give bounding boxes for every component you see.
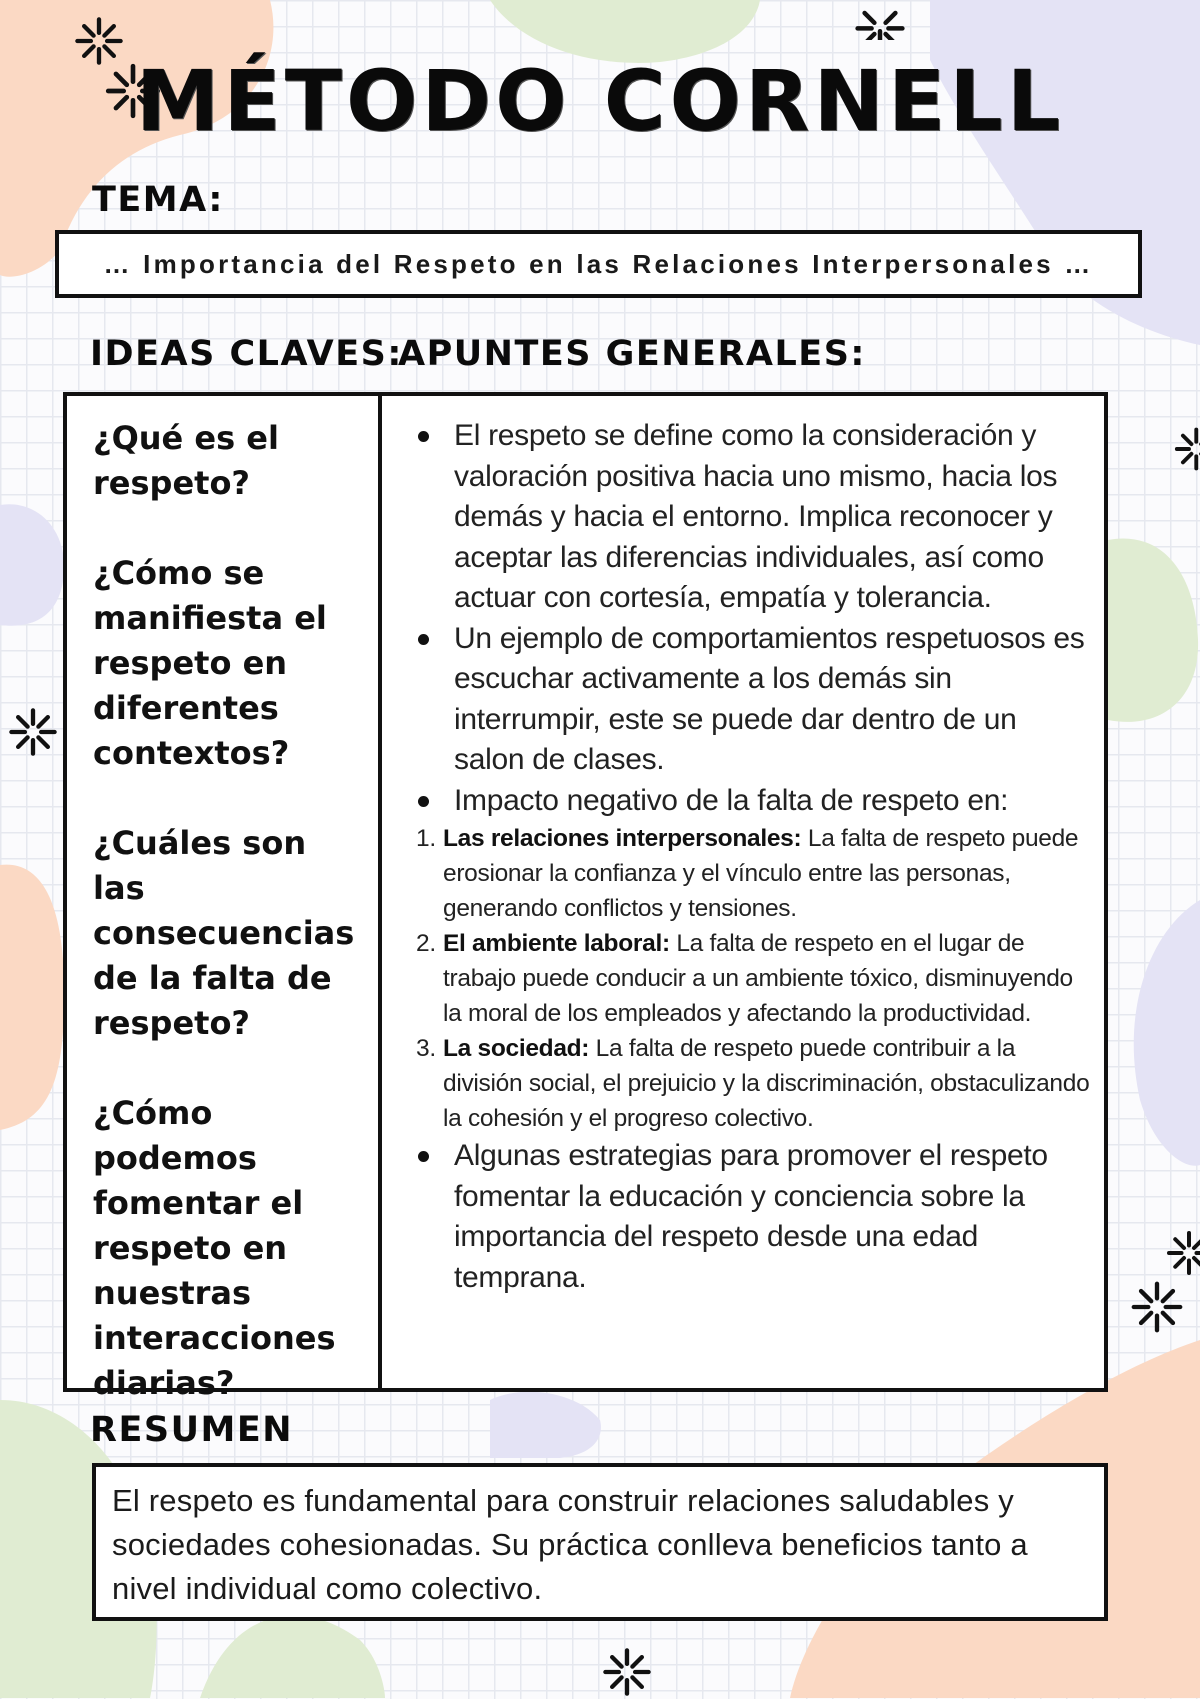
note-text: Impacto negativo de la falta de respeto en: xyxy=(454,783,1009,817)
key-question: ¿Cómo se manifiesta el respeto en diferentes contextos? xyxy=(93,554,327,772)
bullet-icon xyxy=(418,796,429,807)
bullet-icon xyxy=(418,431,429,442)
key-question: ¿Cómo podemos fomentar el respeto en nuestras interacciones diarias? xyxy=(93,1094,336,1402)
topic-box xyxy=(55,230,1142,298)
lavender-blob-bottom-center xyxy=(490,1392,601,1458)
impact-lead: La sociedad: xyxy=(443,1035,590,1062)
page-title: MÉTODO CORNELL xyxy=(135,52,1065,150)
key-question: ¿Cuáles son las consecuencias de la falta de respeto? xyxy=(93,824,355,1042)
cues-column xyxy=(93,416,363,1406)
impact-number: 2. xyxy=(416,930,436,957)
sparkle-icon xyxy=(600,1645,654,1699)
impact-lead: Las relaciones interpersonales: xyxy=(443,825,802,852)
green-blob-right xyxy=(1108,538,1198,721)
green-blob-bottom-center xyxy=(200,1615,385,1698)
sparkle-icon xyxy=(1172,422,1200,476)
impact-number: 1. xyxy=(416,825,436,852)
note-text: Un ejemplo de comportamientos respetuosos es escuchar activamente a los demás sin interrumpir, este se puede dar dentro de un salon de clases. xyxy=(454,621,1085,776)
bullet-icon xyxy=(418,634,429,645)
impact-text: La falta de respeto puede contribuir a la división social, el prejuicio y la discriminación, obstaculizando la cohesión y el progreso colectivo. xyxy=(443,1035,1090,1132)
lavender-blob-right xyxy=(1134,900,1200,1166)
note-bullet xyxy=(410,781,1090,822)
sparkle-icon xyxy=(852,0,908,40)
lavender-blob-left xyxy=(0,504,64,626)
sparkle-icon xyxy=(6,705,60,759)
impact-number: 3. xyxy=(416,1035,436,1062)
note-bullet xyxy=(410,1136,1090,1298)
bullet-icon xyxy=(418,1151,429,1162)
notes-column-label: APUNTES GENERALES: xyxy=(398,334,866,374)
summary-box xyxy=(92,1463,1108,1621)
impact-lead: El ambiente laboral: xyxy=(443,930,670,957)
peach-blob-left xyxy=(0,865,64,1130)
note-text: El respeto se define como la consideración y valoración positiva hacia uno mismo, hacia los demás y hacia el entorno. Implica reconocer y aceptar las diferencias individuales, así como actuar con cortesía, empatía y tolerancia. xyxy=(454,419,1058,614)
impact-item xyxy=(410,821,1090,926)
topic-value: … Importancia del Respeto en las Relaciones Interpersonales … xyxy=(103,248,1094,279)
impact-item xyxy=(410,926,1090,1031)
impact-text: La falta de respeto en el lugar de trabajo puede conducir a un ambiente tóxico, disminuyendo la moral de los empleados y afectando la productividad. xyxy=(443,930,1073,1027)
note-bullet xyxy=(410,416,1090,619)
cues-column-label: IDEAS CLAVES: xyxy=(90,334,403,374)
note-bullet xyxy=(410,619,1090,781)
sparkle-icon xyxy=(1128,1278,1186,1336)
summary-text: El respeto es fundamental para construir relaciones saludables y sociedades cohesionadas. Su práctica conlleva beneficios tanto a nivel individual como colectivo. xyxy=(112,1483,1028,1606)
column-divider xyxy=(378,396,382,1388)
summary-label: RESUMEN xyxy=(90,1410,294,1450)
impact-item xyxy=(410,1031,1090,1136)
notes-column xyxy=(410,416,1090,1298)
topic-label: TEMA: xyxy=(92,180,224,220)
impact-text: La falta de respeto puede erosionar la confianza y el vínculo entre las personas, generando conflictos y tensiones. xyxy=(443,825,1079,922)
cornell-table xyxy=(63,392,1108,1402)
sparkle-icon xyxy=(1164,1228,1200,1278)
note-text: Algunas estrategias para promover el respeto fomentar la educación y conciencia sobre la importancia del respeto desde una edad temprana. xyxy=(454,1139,1048,1294)
key-question: ¿Qué es el respeto? xyxy=(93,419,279,502)
